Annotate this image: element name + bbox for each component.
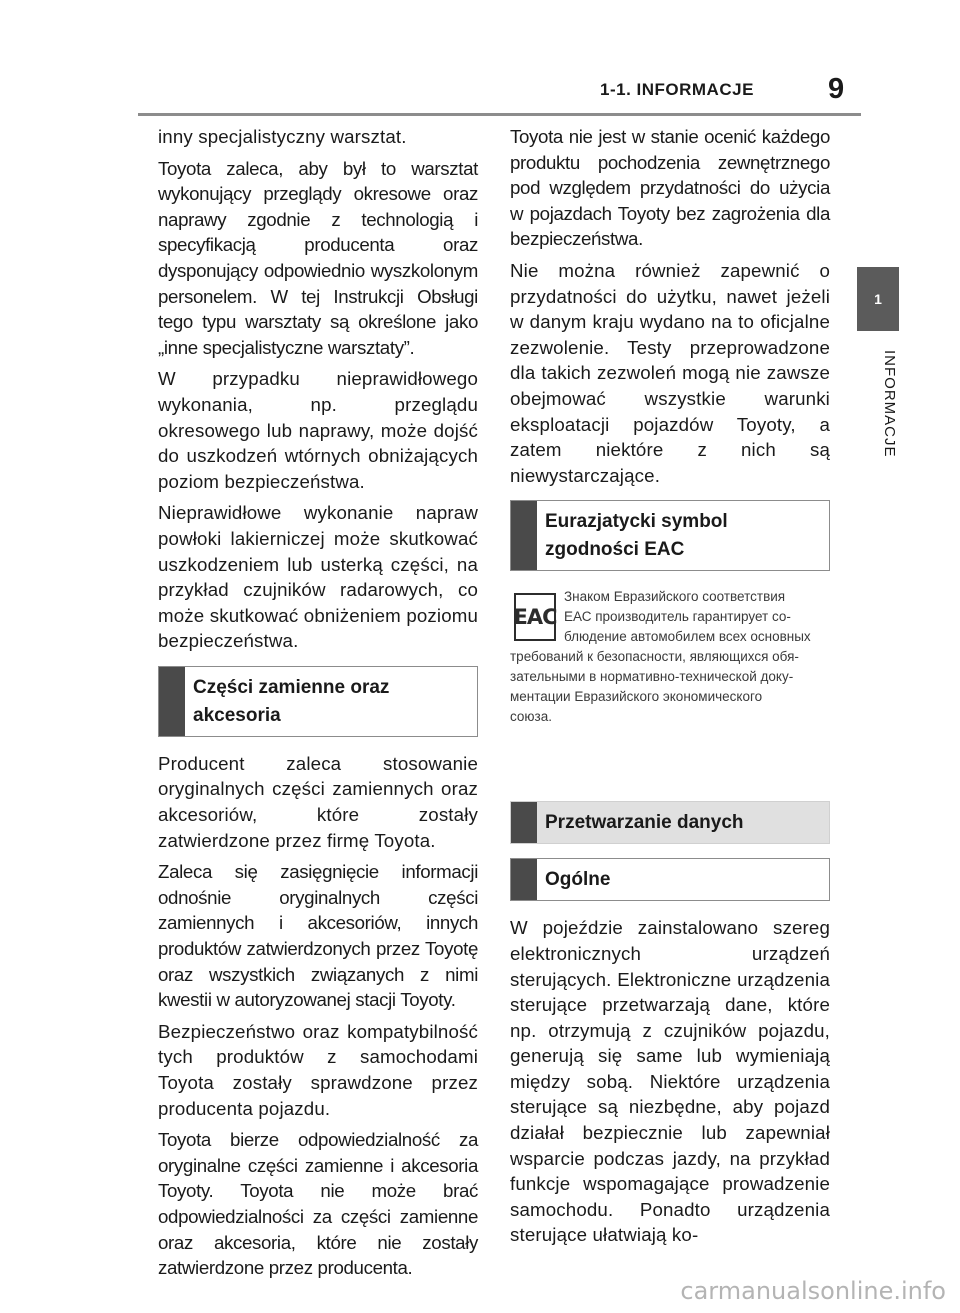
right-column: [510, 124, 830, 1254]
section-title: Części zamienne oraz akcesoria: [193, 676, 390, 726]
eac-notice: [510, 585, 830, 757]
section-heading-eac: [510, 500, 830, 571]
eac-line: Знаком Евразийского соответствия: [564, 589, 786, 605]
paragraph: Nieprawidłowe wykonanie napraw powłoki lakierniczej może skutkować uszkodzeniem lub usterką części, na przykład czujników radarowych, co może skutkować obniżeniem poziomu bezpieczeństwa.: [158, 502, 478, 652]
eac-line: требований к безопасности, являющихся обя-: [510, 649, 799, 665]
chapter-tab[interactable]: [857, 267, 899, 331]
section-heading-general: [510, 858, 830, 901]
paragraph: Toyota nie jest w stanie ocenić każdego produktu pochodzenia zewnętrznego pod względem przydatności do użycia w pojazdach Toyoty bez zagrożenia dla bezpieczeństwa.: [510, 126, 830, 250]
paragraph: Zaleca się zasięgnięcie informacji odnośnie oryginalnych części zamiennych i akcesoriów, innych produktów zatwierdzonych przez Toyotę oraz wszystkich związanych z nimi kwestii w autoryzowanej stacji Toyoty.: [158, 861, 478, 1011]
page-number: 9: [828, 73, 845, 105]
section-header-title: 1-1. INFORMACJE: [600, 80, 754, 99]
section-title: Eurazjatycki symbol zgodności EAC: [545, 511, 728, 561]
header-divider: [138, 113, 861, 116]
left-column: [158, 124, 478, 1287]
paragraph: Nie można również zapewnić o przydatności do użytku, nawet jeżeli w danym kraju wydano na to oficjalne zezwolenie. Testy przeprowadzone dla takich zezwoleń mogą nie zawsze obejmować wszystkie warunki eksploatacji pojazdów Toyoty, a zatem niektóre z nich są niewystarczające.: [510, 259, 830, 486]
paragraph: Toyota bierze odpowiedzialność za oryginalne części zamienne i akcesoria Toyoty. Toyota nie może brać odpowiedzialności za części zamienne oraz akcesoria, które nie zostały zatwierdzone przez producenta.: [158, 1129, 478, 1279]
section-heading-parts: [158, 666, 478, 737]
paragraph: Bezpieczeństwo oraz kompatybilność tych produktów z samochodami Toyota zostały sprawdzone przez producenta pojazdu.: [158, 1020, 478, 1119]
eac-line: зательными в нормативно-технической доку-: [510, 669, 794, 685]
eac-logo-text: EAC: [513, 605, 557, 630]
section-marker: [511, 501, 537, 570]
chapter-tab-number: 1: [874, 291, 882, 307]
watermark: carmanualsonline.info: [680, 1277, 946, 1305]
eac-line: блюдение автомобилем всех основных: [564, 629, 811, 645]
paragraph: Producent zaleca stosowanie oryginalnych części zamiennych oraz akcesoriów, które zostały zatwierdzone przez firmę Toyota.: [158, 752, 478, 851]
chapter-tab-label: INFORMACJE: [881, 350, 898, 458]
section-title: Ogólne: [545, 869, 611, 891]
eac-russian-text: [510, 587, 828, 727]
eac-line: союза.: [510, 709, 552, 725]
section-marker: [511, 802, 537, 843]
eac-line: ЕАС производитель гарантирует со-: [564, 609, 791, 625]
eac-line: ментации Евразийского экономического: [510, 689, 763, 705]
section-heading-data-processing: [510, 801, 830, 844]
paragraph: W pojeździe zainstalowano szereg elektronicznych urządzeń sterujących. Elektroniczne urządzenia sterujące przetwarzają dane, które np. otrzymują z czujników pojazdu, generują się same lub wymieniają między sobą. Niektóre urządzenia sterujące są niezbędne, aby pojazd działał bezpiecznie lub zapewniał wsparcie podczas jazdy, na przykład funkcje wspomagające prowadzenie samochodu. Ponadto urządzenia sterujące ułatwiają ko-: [510, 917, 830, 1246]
section-marker: [511, 859, 537, 900]
paragraph: Toyota zaleca, aby był to warsztat wykonujący przeglądy okresowe oraz naprawy zgodnie z technologią i specyfikacją producenta oraz dysponujący odpowiednio wyszkolonym personelem. W tej Instrukcji Obsługi tego typu warsztaty są określone jako „inne specjalistyczne warsztaty”.: [158, 157, 478, 358]
section-title: Przetwarzanie danych: [545, 812, 744, 834]
section-marker: [159, 667, 185, 736]
paragraph: W przypadku nieprawidłowego wykonania, np. przeglądu okresowego lub naprawy, może dojść do uszkodzeń wtórnych obniżających poziom bezpieczeństwa.: [158, 368, 478, 492]
paragraph: inny specjalistyczny warsztat.: [158, 126, 407, 147]
